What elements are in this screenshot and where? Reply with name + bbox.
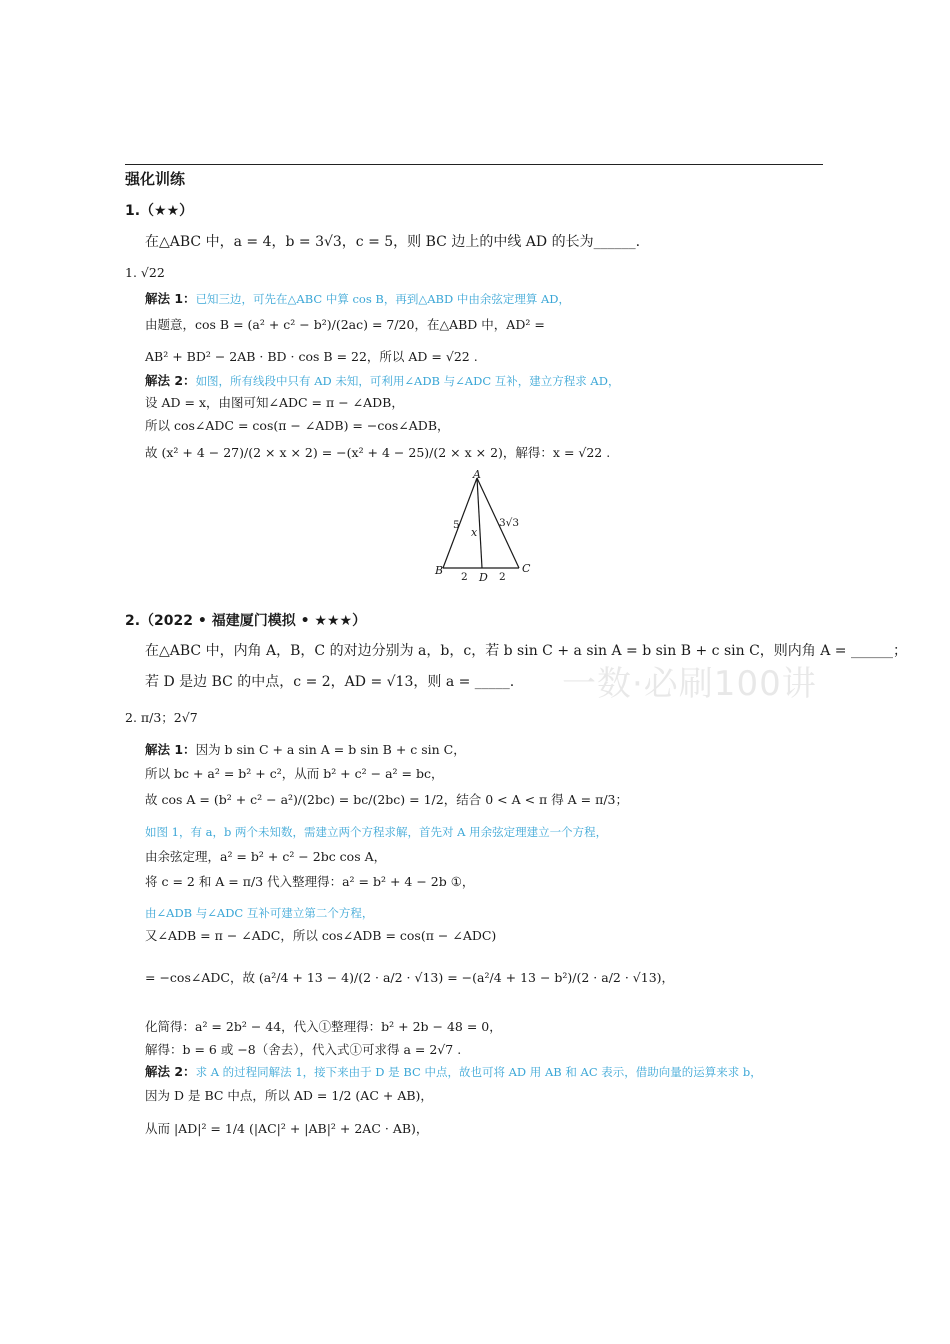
hint-text: 求 A 的过程同解法 1，接下来由于 D 是 BC 中点，故也可将 AD 用 AB 和 AC 表示，借助向量的运算来求 b， xyxy=(195,1065,762,1079)
problem2-line: 在△ABC 中，内角 A，B，C 的对边分别为 a，b，c，若 b sin C + a sin A = b sin B + c sin C，则内角 A = ______； xyxy=(145,643,907,659)
solution1-method1 xyxy=(145,289,570,307)
label-bd: 2 xyxy=(461,571,468,583)
method-label: 解法 2： xyxy=(145,1064,196,1079)
problem2-header: 2.（2022 • 福建厦门模拟 • ★★★） xyxy=(125,613,367,629)
label-ab: 5 xyxy=(453,519,460,531)
hint-text: 如图 1，有 a，b 两个未知数，需建立两个方程求解，首先对 A 用余弦定理建立一个方程， xyxy=(145,825,608,839)
method-label: 解法 1： xyxy=(145,742,196,757)
problem1-text: 在△ABC 中，a = 4，b = 3√3，c = 5，则 BC 边上的中线 AD 的长为______. xyxy=(145,234,641,250)
solution2-method2 xyxy=(145,1062,762,1080)
section-title: 强化训练 xyxy=(125,170,186,188)
vertex-a: A xyxy=(473,468,481,481)
problem2-line: 若 D 是边 BC 的中点，c = 2，AD = √13，则 a = _____. xyxy=(145,674,515,690)
solution2-answer: 2. π/3；2√7 xyxy=(125,710,198,725)
point-d: D xyxy=(479,571,488,584)
solution2-line: = −cos∠ADC，故 (a²/4 + 13 − 4)/(2 · a/2 · √13) = −(a²/4 + 13 − b²)/(2 · a/2 · √13)， xyxy=(145,970,675,985)
hint-text: 如图，所有线段中只有 AD 未知，可利用∠ADB 与∠ADC 互补，建立方程求 AD， xyxy=(195,374,620,388)
solution1-line: AB² + BD² − 2AB · BD · cos B = 22，所以 AD = √22 . xyxy=(145,349,478,364)
hint-text: 已知三边，可先在△ABC 中算 cos B，再到△ABD 中由余弦定理算 AD， xyxy=(195,292,571,306)
solution1-method2 xyxy=(145,371,619,389)
solution2-line: 又∠ADB = π − ∠ADC，所以 cos∠ADB = cos(π − ∠ADC) xyxy=(145,928,497,943)
side-ab xyxy=(443,478,477,568)
solution2-line: 解得：b = 6 或 −8（舍去），代入式①可求得 a = 2√7 . xyxy=(145,1042,462,1057)
vertex-b: B xyxy=(435,564,444,577)
solution1-line: 设 AD = x，由图可知∠ADC = π − ∠ADB， xyxy=(145,395,404,410)
solution2-line: 因为 D 是 BC 中点，所以 AD = 1/2 (AC + AB)， xyxy=(145,1088,433,1103)
header-rule xyxy=(125,164,823,165)
label-dc: 2 xyxy=(499,571,506,583)
watermark: 一数·必刷100讲 xyxy=(562,664,817,704)
method-label: 解法 2： xyxy=(145,373,196,388)
vertex-c: C xyxy=(522,562,531,575)
solution2-line: 化简得：a² = 2b² − 44，代入①整理得：b² + 2b − 48 = 0， xyxy=(145,1019,502,1034)
label-ac: 3√3 xyxy=(499,517,520,529)
median-ad xyxy=(477,478,482,568)
solution2-line: 所以 bc + a² = b² + c²，从而 b² + c² − a² = bc， xyxy=(145,766,444,781)
solution1-answer: 1. √22 xyxy=(125,265,165,280)
method-label: 解法 1： xyxy=(145,291,196,306)
problem1-header: 1.（★★） xyxy=(125,203,194,219)
solution1-line: 由题意，cos B = (a² + c² − b²)/(2ac) = 7/20，在△ABD 中，AD² = xyxy=(145,317,545,332)
label-ad: x xyxy=(471,526,478,539)
solution1-line: 所以 cos∠ADC = cos(π − ∠ADB) = −cos∠ADB， xyxy=(145,418,450,433)
triangle-figure xyxy=(425,468,535,586)
solution2-line: 因为 b sin C + a sin A = b sin B + c sin C， xyxy=(195,742,466,757)
solution2-method1 xyxy=(145,740,466,758)
solution2-line: 故 cos A = (b² + c² − a²)/(2bc) = bc/(2bc) = 1/2，结合 0 < A < π 得 A = π/3； xyxy=(145,792,629,807)
solution2-line: 从而 |AD|² = 1/4 (|AC|² + |AB|² + 2AC · AB)， xyxy=(145,1121,429,1136)
solution2-line: 由余弦定理，a² = b² + c² − 2bc cos A， xyxy=(145,849,387,864)
hint-text: 由∠ADB 与∠ADC 互补可建立第二个方程， xyxy=(145,906,374,920)
solution2-line: 将 c = 2 和 A = π/3 代入整理得：a² = b² + 4 − 2b ①， xyxy=(145,874,475,889)
solution1-line: 故 (x² + 4 − 27)/(2 × x × 2) = −(x² + 4 − 25)/(2 × x × 2)，解得：x = √22 . xyxy=(145,445,611,460)
